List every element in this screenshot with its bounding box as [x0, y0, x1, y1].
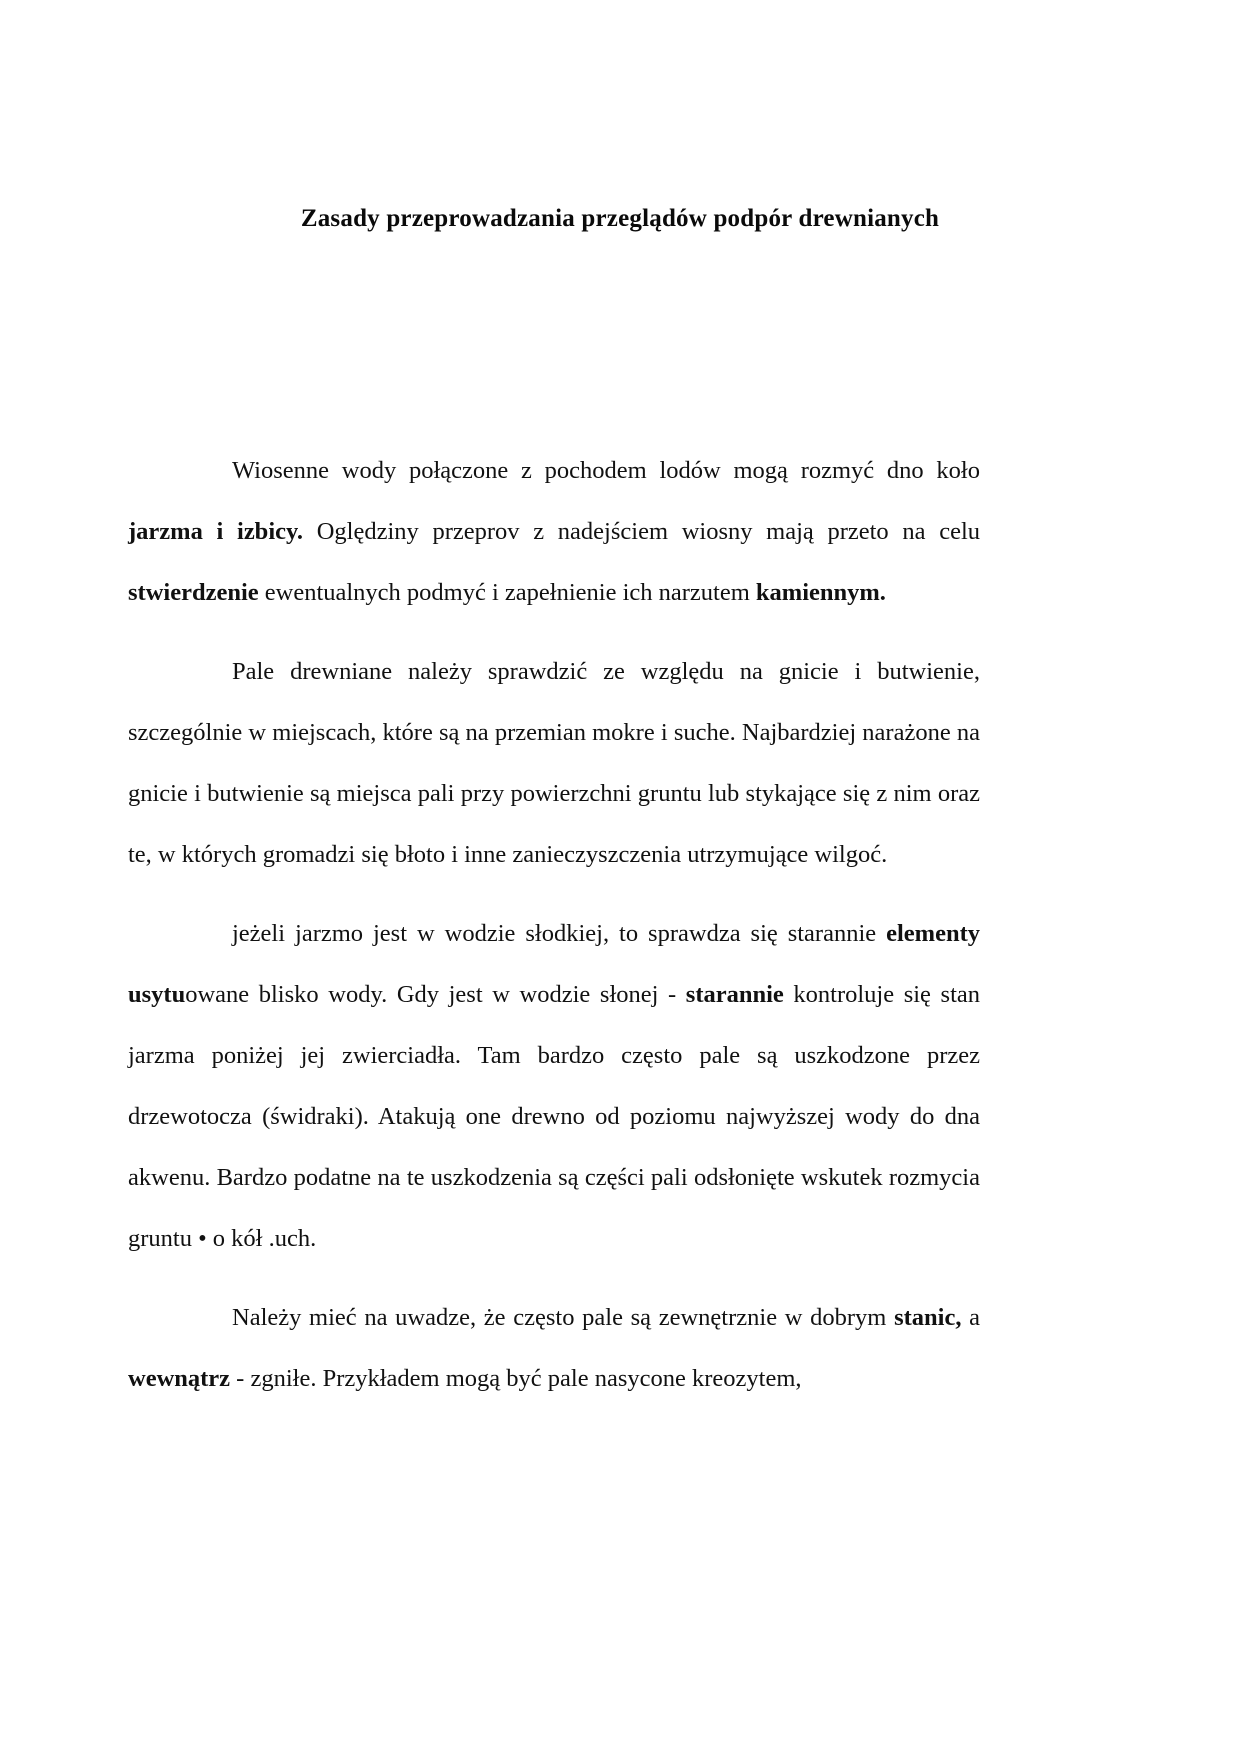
emphasis-text: kamiennym.	[755, 579, 886, 606]
body-text: jeżeli jarzmo jest w wodzie słodkiej, to sprawdza się starannie	[232, 920, 887, 947]
page-title: Zasady przeprowadzania przeglądów podpór drewnianych	[300, 205, 940, 232]
emphasis-text: elementy usytu	[128, 920, 980, 1008]
body-text: ewentualnych podmyć i zapełnienie ich narzutem	[258, 579, 756, 606]
body-text: owane blisko wody. Gdy jest w wodzie słonej -	[185, 981, 686, 1008]
body-text: - zgniłe. Przykładem mogą być pale nasycone kreozytem,	[230, 1365, 802, 1392]
body-text: Oględziny przeprov z nadejściem wiosny mają przeto na celu	[303, 518, 980, 545]
emphasis-text: stwierdzenie	[128, 579, 259, 606]
document-body	[128, 440, 980, 1409]
paragraph	[128, 1287, 980, 1409]
emphasis-text: jarzma i izbicy.	[128, 518, 304, 545]
emphasis-text: wewnątrz	[128, 1365, 231, 1392]
body-text: kontroluje się stan jarzma poniżej jej zwierciadła. Tam bardzo często pale są uszkodzone przez drzewotocza (świdraki). Atakują one drewno od poziomu najwyższej wody do dna akwenu. Bardzo podatne na te uszkodzenia są części pali odsłonięte wskutek rozmycia gruntu • o kół .uch.	[128, 981, 980, 1252]
body-text: Pale drewniane należy sprawdzić ze względu na gnicie i butwienie, szczególnie w miejscach, które są na przemian mokre i suche. Najbardziej narażone na gnicie i butwienie są miejsca pali przy powierzchni gruntu lub stykające się z nim oraz te, w których gromadzi się błoto i inne zanieczyszczenia utrzymujące wilgoć.	[128, 658, 980, 868]
paragraph	[128, 440, 980, 623]
body-text: Należy mieć na uwadze, że często pale są zewnętrznie w dobrym	[232, 1304, 895, 1331]
paragraph	[128, 641, 980, 885]
emphasis-text: starannie	[685, 981, 784, 1008]
body-text: Wiosenne wody połączone z pochodem lodów mogą rozmyć dno koło	[232, 457, 980, 484]
emphasis-text: stanic,	[894, 1304, 962, 1331]
body-text: a	[961, 1304, 981, 1331]
paragraph	[128, 903, 980, 1269]
